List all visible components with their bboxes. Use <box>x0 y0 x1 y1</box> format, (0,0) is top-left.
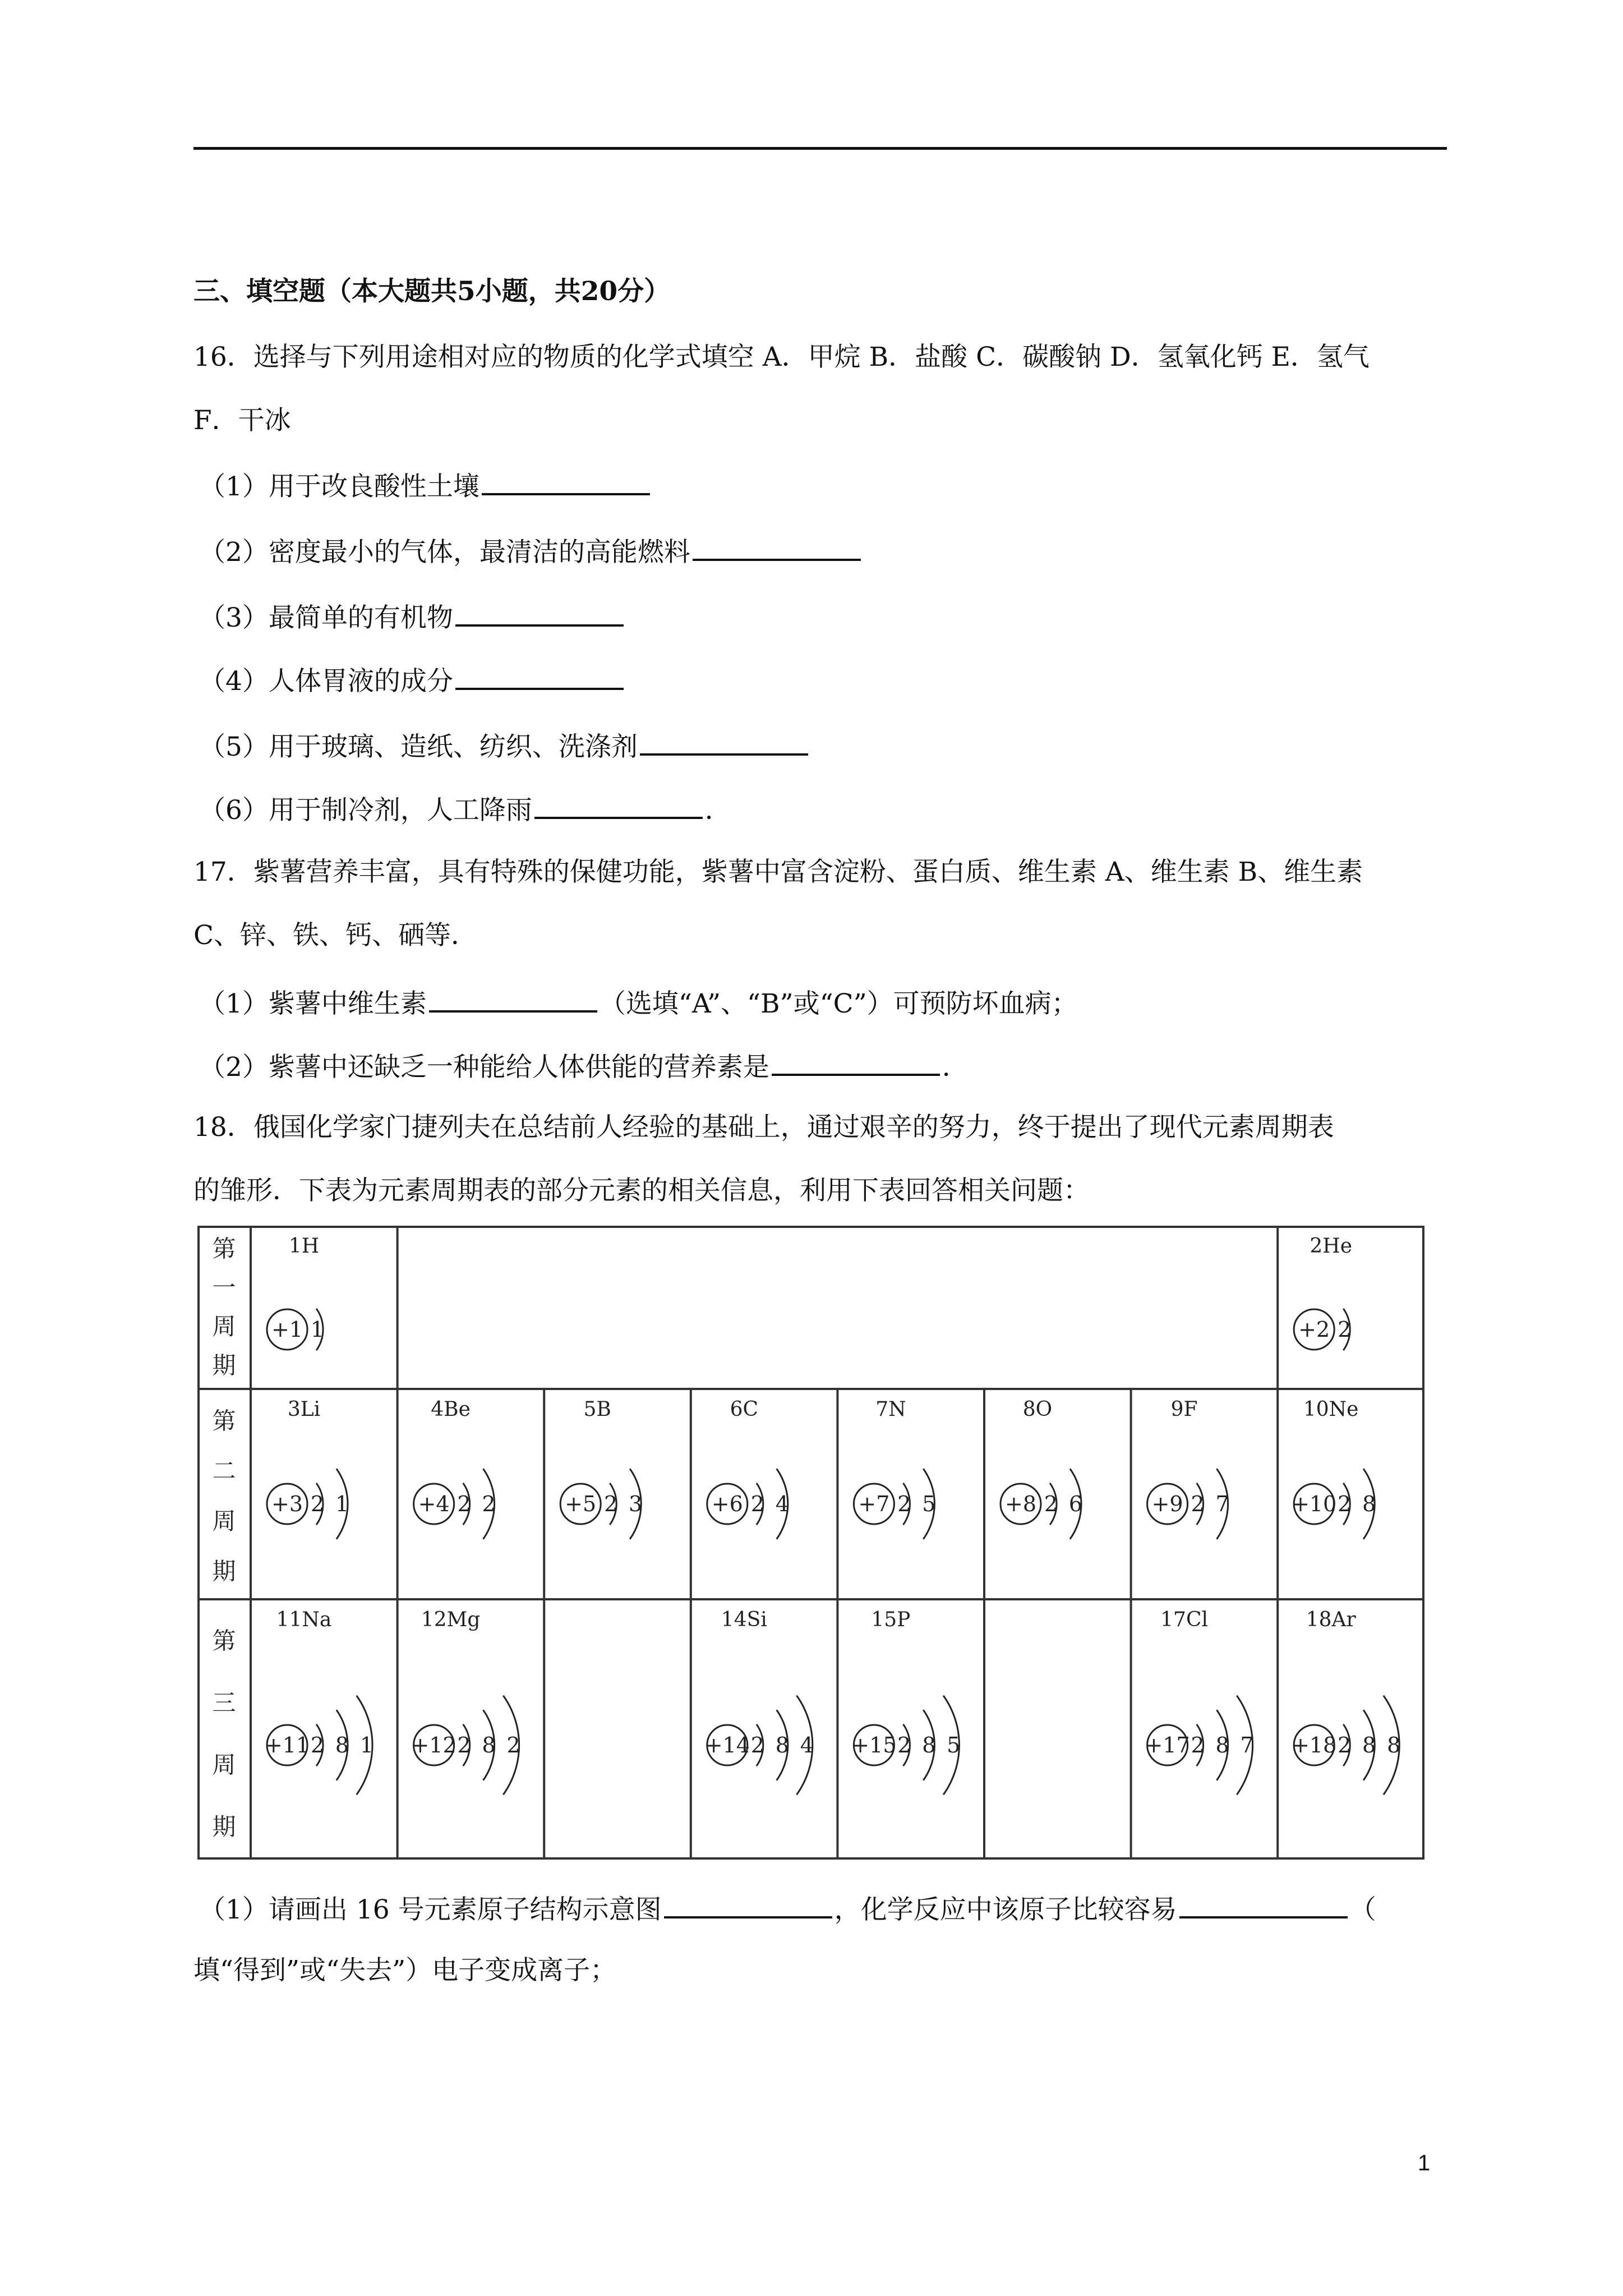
element-symbol: 6C <box>730 1398 759 1421</box>
period-label-char: 期 <box>212 1351 236 1379</box>
q16-item-2 <box>199 533 863 569</box>
shell-electron-count: 2 <box>750 1733 764 1757</box>
period-label-char: 周 <box>212 1751 236 1779</box>
shell-electron-count: 4 <box>775 1492 789 1516</box>
element-symbol: 12Mg <box>421 1608 481 1631</box>
shell-electron-count: 2 <box>1338 1492 1352 1516</box>
shell-electron-count: 8 <box>1362 1492 1376 1516</box>
nucleus-charge: +12 <box>411 1733 457 1757</box>
period-label-char: 期 <box>212 1812 236 1841</box>
answer-blank[interactable] <box>772 1048 940 1076</box>
period-label-char: 第 <box>212 1407 236 1435</box>
shell-electron-count: 2 <box>506 1733 520 1757</box>
element-cell <box>267 1398 349 1539</box>
q16-item-1-text: （1）用于改良酸性土壤 <box>199 471 479 502</box>
nucleus-charge: +15 <box>851 1733 897 1757</box>
nucleus-charge: +8 <box>1004 1492 1037 1516</box>
answer-blank[interactable] <box>482 467 650 495</box>
element-cell <box>1147 1398 1229 1539</box>
element-cell <box>1292 1608 1400 1795</box>
element-cell <box>1292 1398 1376 1539</box>
q18-item-1-post: （ <box>1349 1894 1376 1925</box>
answer-blank[interactable] <box>1179 1890 1348 1918</box>
shell-electron-count: 2 <box>1044 1492 1058 1516</box>
element-cell <box>707 1398 789 1539</box>
shell-electron-count: 2 <box>604 1492 618 1516</box>
answer-blank[interactable] <box>429 984 597 1013</box>
nucleus-charge: +10 <box>1292 1492 1337 1516</box>
shell-electron-count: 3 <box>629 1492 643 1516</box>
period-label-char: 第 <box>212 1627 236 1655</box>
element-cell <box>265 1608 374 1795</box>
section-title: 三、填空题（本大题共5小题，共20分） <box>193 276 671 307</box>
period-label-char: 第 <box>212 1235 236 1263</box>
q18-item-1-pre: （1）请画出 16 号元素原子结构示意图 <box>199 1894 662 1925</box>
q16-item-6-text: （6）用于制冷剂，人工降雨 <box>199 795 532 826</box>
q18-item-1-mid: ，化学反应中该原子比较容易 <box>834 1894 1177 1925</box>
period-label-char: 二 <box>212 1457 236 1485</box>
element-cell <box>705 1608 814 1795</box>
element-cell <box>1000 1398 1082 1539</box>
period-label-char: 周 <box>212 1507 236 1535</box>
shell-electron-count: 8 <box>335 1733 349 1757</box>
nucleus-charge: +18 <box>1292 1733 1337 1757</box>
element-symbol: 3Li <box>287 1398 321 1421</box>
nucleus-charge: +17 <box>1145 1733 1190 1757</box>
element-symbol: 4Be <box>431 1398 471 1421</box>
period-label-char: 三 <box>212 1688 236 1717</box>
q16-item-4-text: （4）人体胃液的成分 <box>199 666 453 697</box>
nucleus-charge: +4 <box>418 1492 450 1516</box>
shell-electron-count: 8 <box>922 1733 936 1757</box>
element-symbol: 5B <box>583 1398 611 1421</box>
q18-item-1 <box>199 1890 1376 1927</box>
q16-item-3-text: （3）最简单的有机物 <box>199 602 453 633</box>
shell-electron-count: 6 <box>1068 1492 1083 1516</box>
answer-blank[interactable] <box>455 599 624 627</box>
nucleus-charge: +6 <box>711 1492 743 1516</box>
answer-blank[interactable] <box>693 533 861 561</box>
shell-electron-count: 2 <box>750 1492 764 1516</box>
q16-item-1 <box>199 467 652 504</box>
shell-electron-count: 2 <box>457 1733 471 1757</box>
element-cell <box>854 1398 935 1539</box>
element-cell <box>560 1398 642 1539</box>
shell-electron-count: 8 <box>775 1733 789 1757</box>
q18-stem-cont: 的雏形．下表为元素周期表的部分元素的相关信息，利用下表回答相关问题： <box>193 1175 1090 1206</box>
element-symbol: 9F <box>1170 1398 1198 1421</box>
q16-item-6-end: ． <box>704 795 731 826</box>
q16-stem: 16．选择与下列用途相对应的物质的化学式填空 A．甲烷 B．盐酸 C．碳酸钠 D．氢氧化钙 E．氢气 <box>193 342 1370 372</box>
element-symbol: 17Cl <box>1160 1608 1209 1631</box>
element-cell <box>1294 1235 1352 1350</box>
shell-electron-count: 2 <box>482 1492 496 1516</box>
q16-item-2-text: （2）密度最小的气体，最清洁的高能燃料 <box>199 537 690 568</box>
q17-item-1 <box>199 984 1078 1021</box>
nucleus-charge: +5 <box>565 1492 597 1516</box>
element-symbol: 1H <box>288 1235 320 1258</box>
q16-item-3 <box>199 599 626 635</box>
q17-item-1-pre: （1）紫薯中维生素 <box>199 988 427 1019</box>
periodic-table <box>197 1226 1424 1860</box>
shell-electron-count: 2 <box>1338 1317 1352 1342</box>
element-symbol: 14Si <box>721 1608 767 1631</box>
element-symbol: 18Ar <box>1306 1608 1356 1631</box>
shell-electron-count: 8 <box>1362 1733 1376 1757</box>
shell-electron-count: 1 <box>335 1492 349 1516</box>
element-cell <box>414 1398 496 1539</box>
header-rule <box>193 147 1447 150</box>
q17-item-2 <box>199 1048 969 1084</box>
shell-electron-count: 7 <box>1215 1492 1229 1516</box>
nucleus-charge: +2 <box>1298 1317 1330 1342</box>
nucleus-charge: +7 <box>858 1492 890 1516</box>
shell-electron-count: 8 <box>482 1733 496 1757</box>
q18-stem: 18．俄国化学家门捷列夫在总结前人经验的基础上，通过艰辛的努力，终于提出了现代元素周期表 <box>193 1112 1334 1143</box>
shell-electron-count: 5 <box>922 1492 936 1516</box>
q17-item-2-post: ． <box>942 1052 969 1083</box>
shell-electron-count: 2 <box>897 1733 911 1757</box>
nucleus-charge: +14 <box>704 1733 750 1757</box>
q17-stem: 17．紫薯营养丰富，具有特殊的保健功能，紫薯中富含淀粉、蛋白质、维生素 A、维生素 B、维生素 <box>193 857 1363 887</box>
q18-item-1-cont: 填“得到”或“失去”）电子变成离子； <box>193 1955 617 1986</box>
shell-electron-count: 2 <box>1338 1733 1352 1757</box>
shell-electron-count: 2 <box>897 1492 911 1516</box>
shell-electron-count: 8 <box>1387 1733 1401 1757</box>
element-cell <box>1145 1608 1253 1795</box>
nucleus-charge: +3 <box>271 1492 303 1516</box>
nucleus-charge: +11 <box>264 1733 310 1757</box>
q16-item-4 <box>199 662 626 698</box>
q17-stem-cont: C、锌、铁、钙、硒等． <box>193 920 477 951</box>
element-symbol: 7N <box>875 1398 906 1421</box>
shell-electron-count: 1 <box>310 1317 325 1342</box>
element-symbol: 10Ne <box>1303 1398 1359 1421</box>
element-cell <box>267 1235 324 1350</box>
element-symbol: 8O <box>1022 1398 1053 1421</box>
period-label-char: 一 <box>212 1273 236 1301</box>
shell-electron-count: 2 <box>1191 1492 1205 1516</box>
answer-blank[interactable] <box>455 662 624 690</box>
shell-electron-count: 2 <box>310 1733 325 1757</box>
shell-electron-count: 4 <box>800 1733 814 1757</box>
answer-blank[interactable] <box>640 728 808 756</box>
shell-electron-count: 2 <box>457 1492 471 1516</box>
q17-item-1-post: （选填“A”、“B”或“C”）可预防坏血病； <box>599 988 1078 1019</box>
shell-electron-count: 2 <box>1191 1733 1205 1757</box>
element-cell <box>411 1608 520 1795</box>
page-number: 1 <box>1418 2151 1431 2175</box>
period-label-char: 期 <box>212 1557 236 1585</box>
shell-electron-count: 5 <box>947 1733 961 1757</box>
element-cell <box>851 1608 960 1795</box>
shell-electron-count: 2 <box>310 1492 325 1516</box>
answer-blank[interactable] <box>534 791 703 819</box>
nucleus-charge: +9 <box>1151 1492 1183 1516</box>
q17-item-2-pre: （2）紫薯中还缺乏一种能给人体供能的营养素是 <box>199 1052 769 1083</box>
element-symbol: 2He <box>1310 1235 1353 1258</box>
shell-electron-count: 1 <box>359 1733 374 1757</box>
shell-electron-count: 8 <box>1215 1733 1229 1757</box>
q16-item-5 <box>199 728 810 764</box>
element-symbol: 11Na <box>276 1608 332 1631</box>
nucleus-charge: +1 <box>271 1317 303 1342</box>
answer-blank[interactable] <box>664 1890 832 1918</box>
q16-item-5-text: （5）用于玻璃、造纸、纺织、洗涤剂 <box>199 731 638 762</box>
element-symbol: 15P <box>871 1608 911 1631</box>
q16-item-6 <box>199 791 731 827</box>
shell-electron-count: 7 <box>1240 1733 1254 1757</box>
q16-stem-cont: F．干冰 <box>193 405 291 436</box>
period-label-char: 周 <box>212 1313 236 1340</box>
